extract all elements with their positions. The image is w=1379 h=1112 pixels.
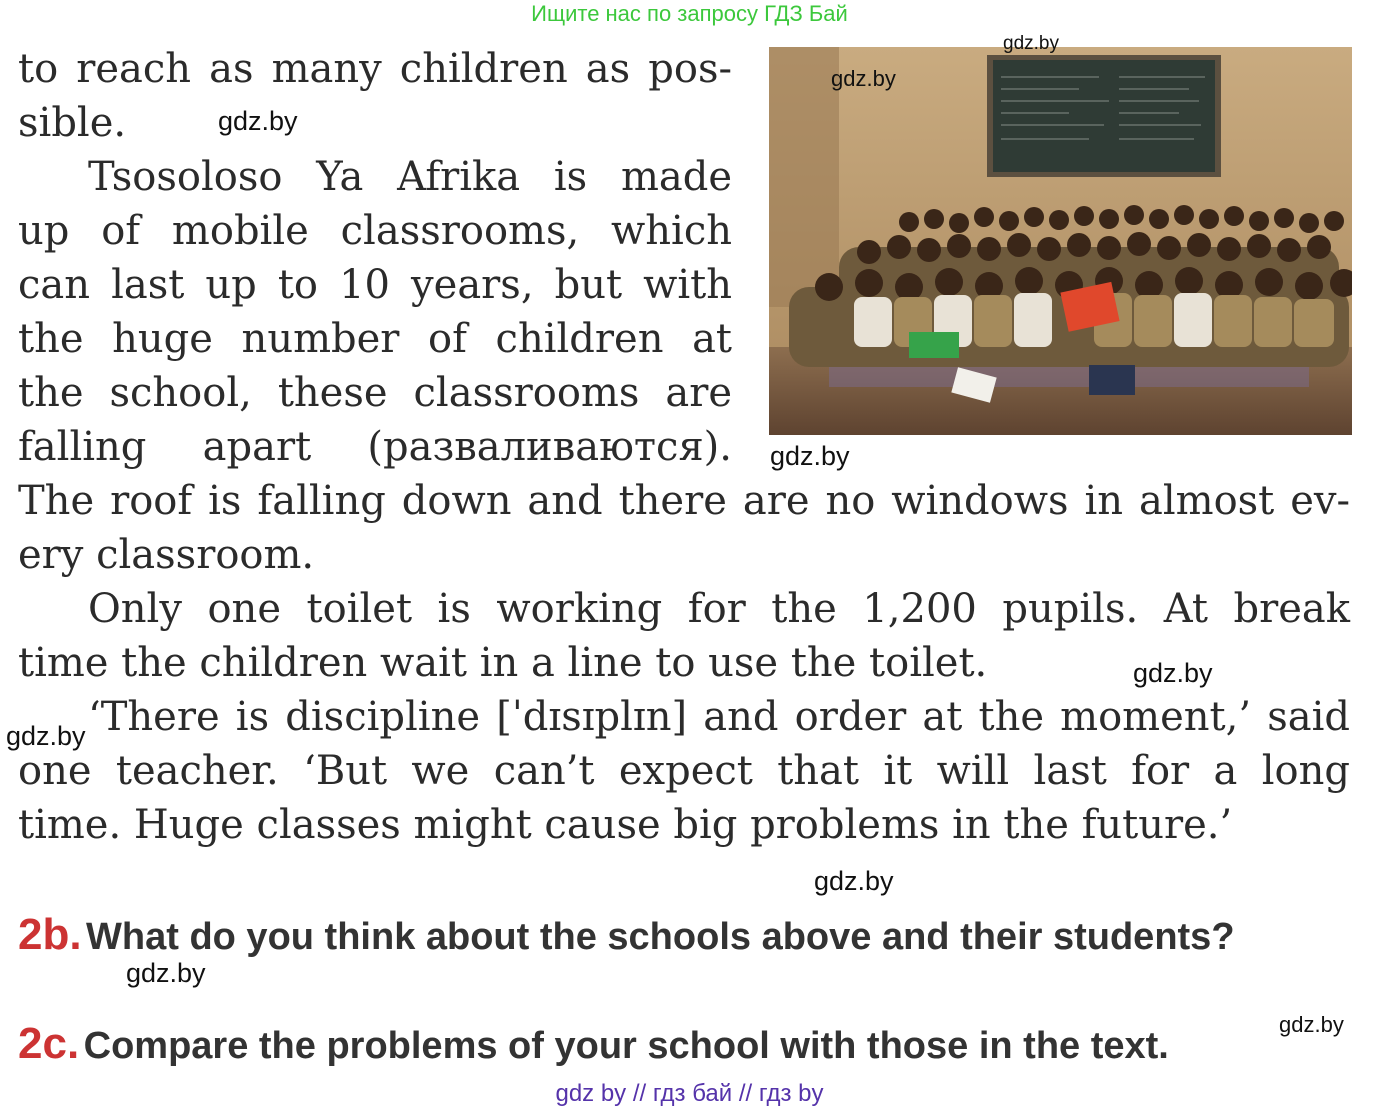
- site-banner: Ищите нас по запросу ГДЗ Бай: [531, 1, 848, 26]
- text-line-7: the school, these classrooms are: [18, 370, 732, 416]
- watermark: gdz.by: [126, 958, 206, 988]
- text-line-4: up of mobile classrooms, which: [18, 208, 732, 254]
- task-text: What do you think about the schools above and their students?: [86, 916, 1235, 958]
- task-2b: [18, 910, 1235, 960]
- text-line-1: to reach as many children as pos-: [18, 46, 732, 92]
- text-line-9: The roof is falling down and there are no windows in almost ev-: [18, 478, 1350, 524]
- text-line-6: the huge number of children at: [18, 316, 732, 362]
- task-number: 2b.: [18, 910, 82, 959]
- site-footer: gdz by // гдз бай // гдз by: [555, 1080, 824, 1107]
- watermark: gdz.by: [814, 866, 894, 896]
- text-line-13: ‘There is discipline [ˈdɪsɪplɪn] and order at the moment,’ said: [88, 694, 1350, 740]
- text-line-2: sible.: [18, 100, 127, 146]
- watermark: gdz.by: [1133, 658, 1213, 688]
- watermark: gdz.by: [831, 66, 896, 91]
- watermark: gdz.by: [770, 441, 850, 471]
- text-line-3: Tsosoloso Ya Afrika is made: [88, 154, 732, 200]
- watermark: gdz.by: [218, 106, 298, 136]
- text-line-11: Only one toilet is working for the 1,200 pupils. At break: [88, 586, 1350, 632]
- watermark: gdz.by: [6, 721, 86, 751]
- watermark: gdz.by: [1279, 1012, 1344, 1037]
- task-2c: [18, 1019, 1169, 1069]
- classroom-illustration: [769, 47, 1352, 435]
- watermark: gdz.by: [1003, 33, 1059, 54]
- text-line-8: falling apart (разваливаются).: [18, 424, 732, 470]
- text-line-12: time the children wait in a line to use the toilet.: [18, 640, 988, 686]
- text-line-15: time. Huge classes might cause big problems in the future.’: [18, 802, 1233, 848]
- text-line-5: can last up to 10 years, but with: [18, 262, 732, 308]
- task-number: 2c.: [18, 1019, 80, 1068]
- task-text: Compare the problems of your school with those in the text.: [83, 1025, 1169, 1067]
- text-line-10: ery classroom.: [18, 532, 315, 578]
- classroom-photo: [769, 47, 1352, 435]
- text-line-14: one teacher. ‘But we can’t expect that it will last for a long: [18, 748, 1350, 794]
